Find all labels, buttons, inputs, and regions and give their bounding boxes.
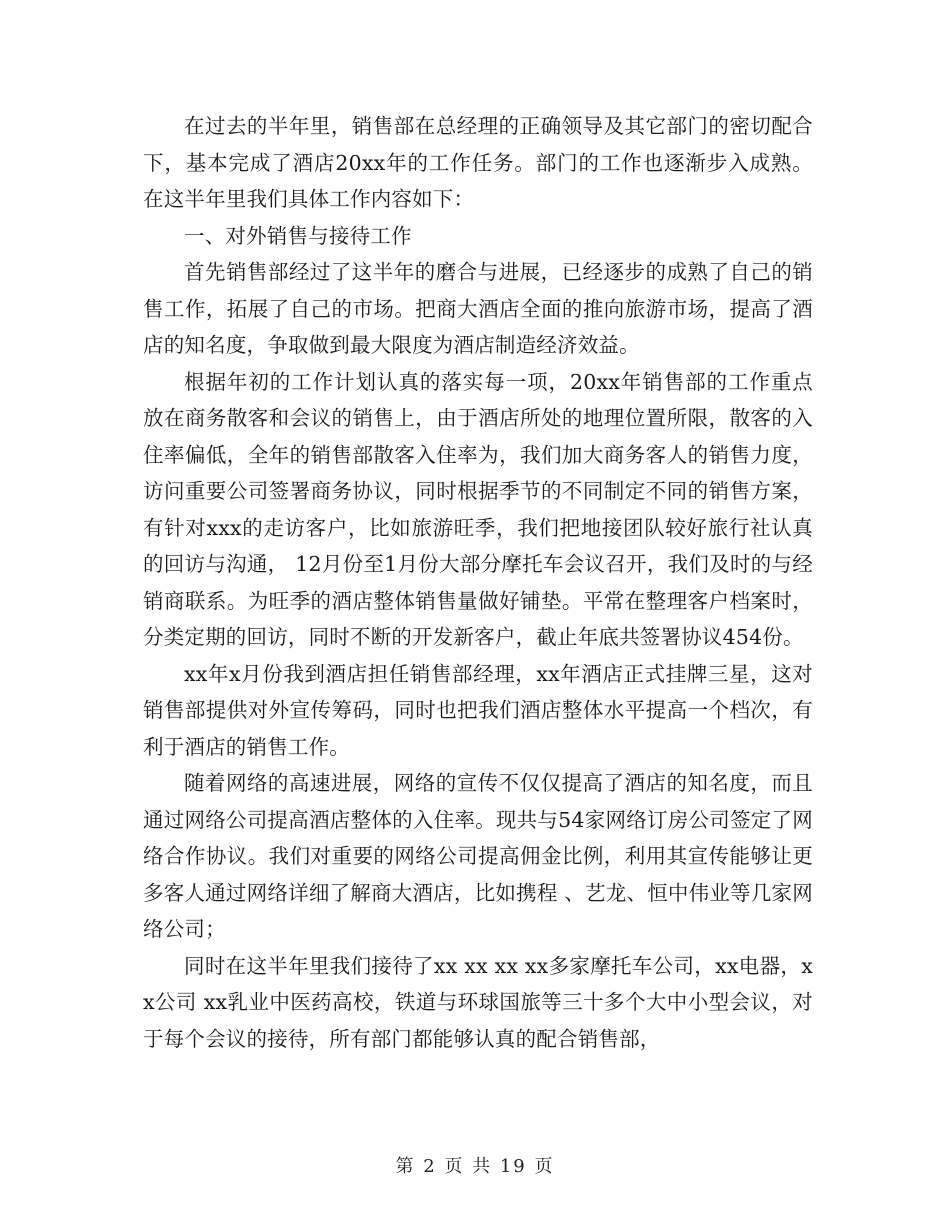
document-body	[143, 108, 813, 1057]
paragraph-market: 首先销售部经过了这半年的磨合与进展，已经逐步的成熟了自己的销售工作，拓展了自己的市场。把商大酒店全面的推向旅游市场，提高了酒店的知名度，争取做到最大限度为酒店制造经济效益。	[143, 260, 813, 357]
paragraph-network: 随着网络的高速进展，网络的宣传不仅仅提高了酒店的知名度，而且通过网络公司提高酒店整体的入住率。现共与54家网络订房公司签定了网络合作协议。我们对重要的网络公司提高佣金比例，利用其宣传能够让更多客人通过网络详细了解商大酒店，比如携程 、艺龙、恒中伟业等几家网络公司；	[143, 771, 813, 941]
paragraph-meetings: 同时在这半年里我们接待了xx xx xx xx多家摩托车公司，xx电器，xx公司 xx乳业中医药高校，铁道与环球国旅等三十多个大中小型会议，对于每个会议的接待，所有部门都能够认真的配合销售部，	[143, 953, 813, 1051]
paragraph-plan: 根据年初的工作计划认真的落实每一项，20xx年销售部的工作重点放在商务散客和会议的销售上，由于酒店所处的地理位置所限，散客的入住率偏低，全年的销售部散客入住率为，我们加大商务客人的销售力度，访问重要公司签署商务协议，同时根据季节的不同制定不同的销售方案，有针对xxx的走访客户，比如旅游旺季，我们把地接团队较好旅行社认真的回访与沟通， 12月份至1月份大部分摩托车会议召开，我们及时的与经销商联系。为旺季的酒店整体销售量做好铺垫。平常在整理客户档案时，分类定期的回访，同时不断的开发新客户，截止年底共签署协议454份。	[143, 369, 813, 649]
page-footer	[0, 1152, 950, 1178]
page-number-label: 第 2 页 共 19 页	[395, 1156, 555, 1177]
paragraph-manager: xx年x月份我到酒店担任销售部经理，xx年酒店正式挂牌三星，这对销售部提供对外宣传筹码，同时也把我们酒店整体水平提高一个档次，有利于酒店的销售工作。	[143, 661, 813, 759]
section-heading: 一、对外销售与接待工作	[184, 223, 412, 248]
paragraph-intro: 在过去的半年里，销售部在总经理的正确领导及其它部门的密切配合下，基本完成了酒店20xx年的工作任务。部门的工作也逐渐步入成熟。在这半年里我们具体工作内容如下：	[143, 114, 813, 211]
